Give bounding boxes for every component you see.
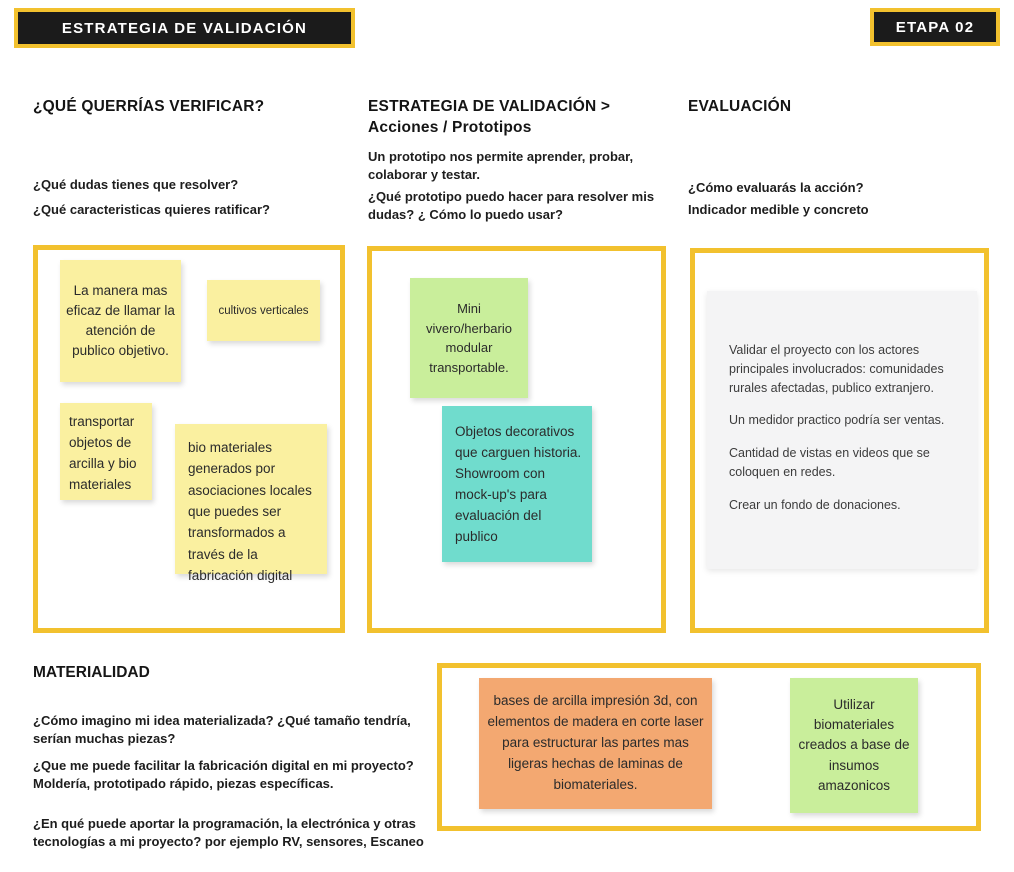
verificar-question-1: ¿Qué dudas tienes que resolver? [33,177,239,192]
stage-label: ETAPA 02 [895,18,975,36]
sticky-note-atencion-publico[interactable] [60,260,181,382]
sticky-note-mini-vivero[interactable] [410,278,528,398]
evaluacion-paragraph-3: Cantidad de vistas en videos que se coloquen en redes. [729,446,930,479]
sticky-note-utilizar-biomateriales[interactable] [790,678,918,813]
sticky-note-bases-arcilla[interactable] [479,678,712,809]
materialidad-question-3: ¿En qué puede aportar la programación, la electrónica y otras tecnologías a mi proyecto? por ejemplo RV, sensores, Escaneo [33,816,424,849]
sticky-note-transportar-objetos[interactable] [60,403,152,500]
note-evaluacion-card[interactable] [707,291,977,569]
sticky-note-text: transportar objetos de arcilla y bio materiales [69,414,137,492]
estrategia-intro-text: Un prototipo nos permite aprender, probar, colaborar y testar. [368,149,634,182]
verificar-question-2: ¿Qué caracteristicas quieres ratificar? [33,202,271,217]
frame-verificar [33,245,345,633]
stage-badge [870,8,1000,46]
materialidad-question-2: ¿Que me puede facilitar la fabricación digital en mi proyecto? Moldería, prototipado rápido, piezas específicas. [33,758,414,791]
evaluacion-question-1: ¿Cómo evaluarás la acción? [688,180,864,195]
frame-estrategia [367,246,666,633]
column-evaluacion-title: EVALUACIÓN [688,98,792,115]
sticky-note-text: bio materiales generados por asociaciones locales que puedes ser transformados a través de la fabricación digital [188,440,312,583]
evaluacion-paragraph-4: Crear un fondo de donaciones. [729,497,901,512]
sticky-note-biomateriales-locales[interactable] [175,424,327,583]
sticky-note-cultivos-verticales[interactable] [207,280,320,341]
board-title: ESTRATEGIA DE VALIDACIÓN [61,19,308,37]
sticky-note-objetos-decorativos[interactable] [442,406,592,562]
sticky-note-text: Mini vivero/herbario modular transportable. [426,301,512,375]
estrategia-title-line2: Acciones / Prototipos [368,119,532,136]
column-estrategia-title [368,96,678,138]
sticky-note-text: Objetos decorativos que carguen historia. Showroom con mock-up's para evaluación del publico [455,424,582,544]
evaluacion-paragraph-2: Un medidor practico podría ser ventas. [729,413,945,428]
frame-materialidad [437,663,981,831]
frame-evaluacion [690,248,989,633]
board-title-banner [14,8,355,48]
sticky-note-text: La manera mas eficaz de llamar la atención de publico objetivo. [66,282,175,359]
sticky-note-text: Utilizar biomateriales creados a base de insumos amazonicos [798,696,910,793]
estrategia-title-line1: ESTRATEGIA DE VALIDACIÓN > [368,98,611,115]
sticky-note-text: cultivos verticales [218,304,309,317]
evaluacion-paragraph-1: Validar el proyecto con los actores principales involucrados: comunidades rurales afectadas, publico extranjero. [729,343,944,395]
materialidad-question-1: ¿Cómo imagino mi idea materializada? ¿Qué tamaño tendría, serían muchas piezas? [33,713,411,746]
evaluacion-question-2: Indicador medible y concreto [688,202,869,217]
estrategia-question: ¿Qué prototipo puedo hacer para resolver mis dudas? ¿ Cómo lo puedo usar? [368,189,655,222]
materialidad-title: MATERIALIDAD [33,664,150,681]
column-verificar-title: ¿QUÉ QUERRÍAS VERIFICAR? [33,98,265,115]
sticky-note-text: bases de arcilla impresión 3d, con elementos de madera en corte laser para estructurar las partes mas ligeras hechas de laminas de biomateriales. [487,693,704,792]
